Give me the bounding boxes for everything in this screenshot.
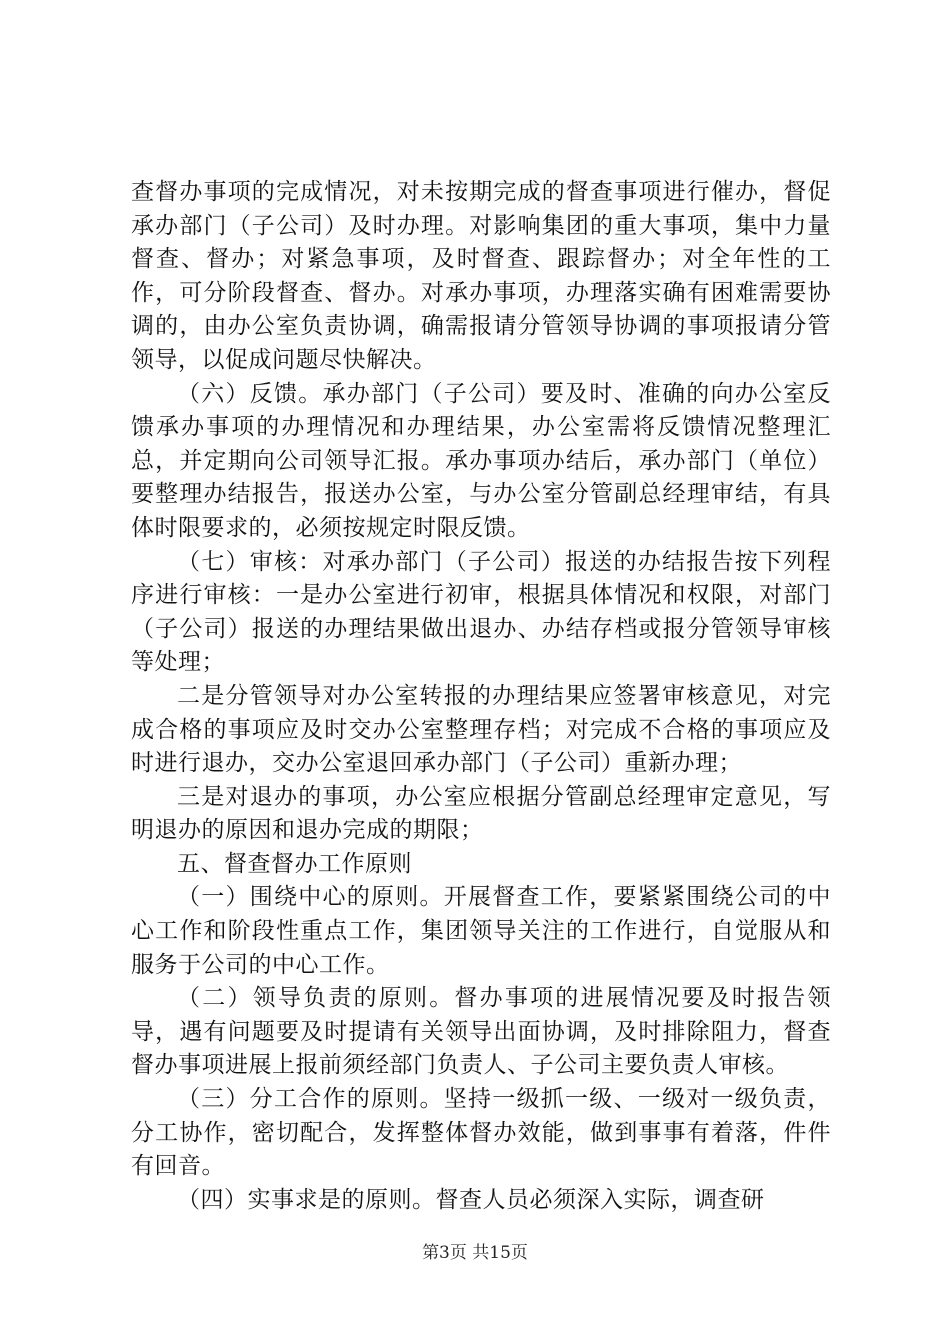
paragraph-7: （一）围绕中心的原则。开展督查工作，要紧紧围绕公司的中心工作和阶段性重点工作，集团领导关注的工作进行，自觉服从和服务于公司的中心工作。: [131, 884, 831, 978]
paragraph-10: （四）实事求是的原则。督查人员必须深入实际，调查研: [177, 1186, 765, 1213]
paragraph-3: （七）审核：对承办部门（子公司）报送的办结报告按下列程序进行审核：一是办公室进行初审，根据具体情况和权限，对部门（子公司）报送的办理结果做出退办、办结存档或报分管领导审核等处理；: [131, 548, 831, 676]
paragraph-2: （六）反馈。承办部门（子公司）要及时、准确的向办公室反馈承办事项的办理情况和办理结果，办公室需将反馈情况整理汇总，并定期向公司领导汇报。承办事项办结后，承办部门（单位）要整理办结报告，报送办公室，与办公室分管副总经理审结，有具体时限要求的，必须按规定时限反馈。: [131, 380, 831, 541]
page-footer: 第3页 共15页: [422, 1243, 528, 1263]
paragraph-8: （二）领导负责的原则。督办事项的进展情况要及时报告领导，遇有问题要及时提请有关领导出面协调，及时排除阻力，督查督办事项进展上报前须经部门负责人、子公司主要负责人审核。: [131, 985, 831, 1079]
paragraph-5: 三是对退办的事项，办公室应根据分管副总经理审定意见，写明退办的原因和退办完成的期限；: [131, 783, 831, 844]
paragraph-4: 二是分管领导对办公室转报的办理结果应签署审核意见，对完成合格的事项应及时交办公室整理存档；对完成不合格的事项应及时进行退办，交办公室退回承办部门（子公司）重新办理；: [131, 682, 831, 777]
section-heading: 五、督查督办工作原则: [177, 850, 412, 877]
paragraph-9: （三）分工合作的原则。坚持一级抓一级、一级对一级负责，分工协作，密切配合，发挥整体督办效能，做到事事有着落，件件有回音。: [131, 1086, 831, 1180]
paragraph-1: 查督办事项的完成情况，对未按期完成的督查事项进行催办，督促承办部门（子公司）及时办理。对影响集团的重大事项，集中力量督查、督办；对紧急事项，及时督查、跟踪督办；对全年性的工作，可分阶段督查、督办。对承办事项，办理落实确有困难需要协调的，由办公室负责协调，确需报请分管领导协调的事项报请分管领导，以促成问题尽快解决。: [131, 179, 831, 373]
document-body: [131, 176, 831, 1217]
